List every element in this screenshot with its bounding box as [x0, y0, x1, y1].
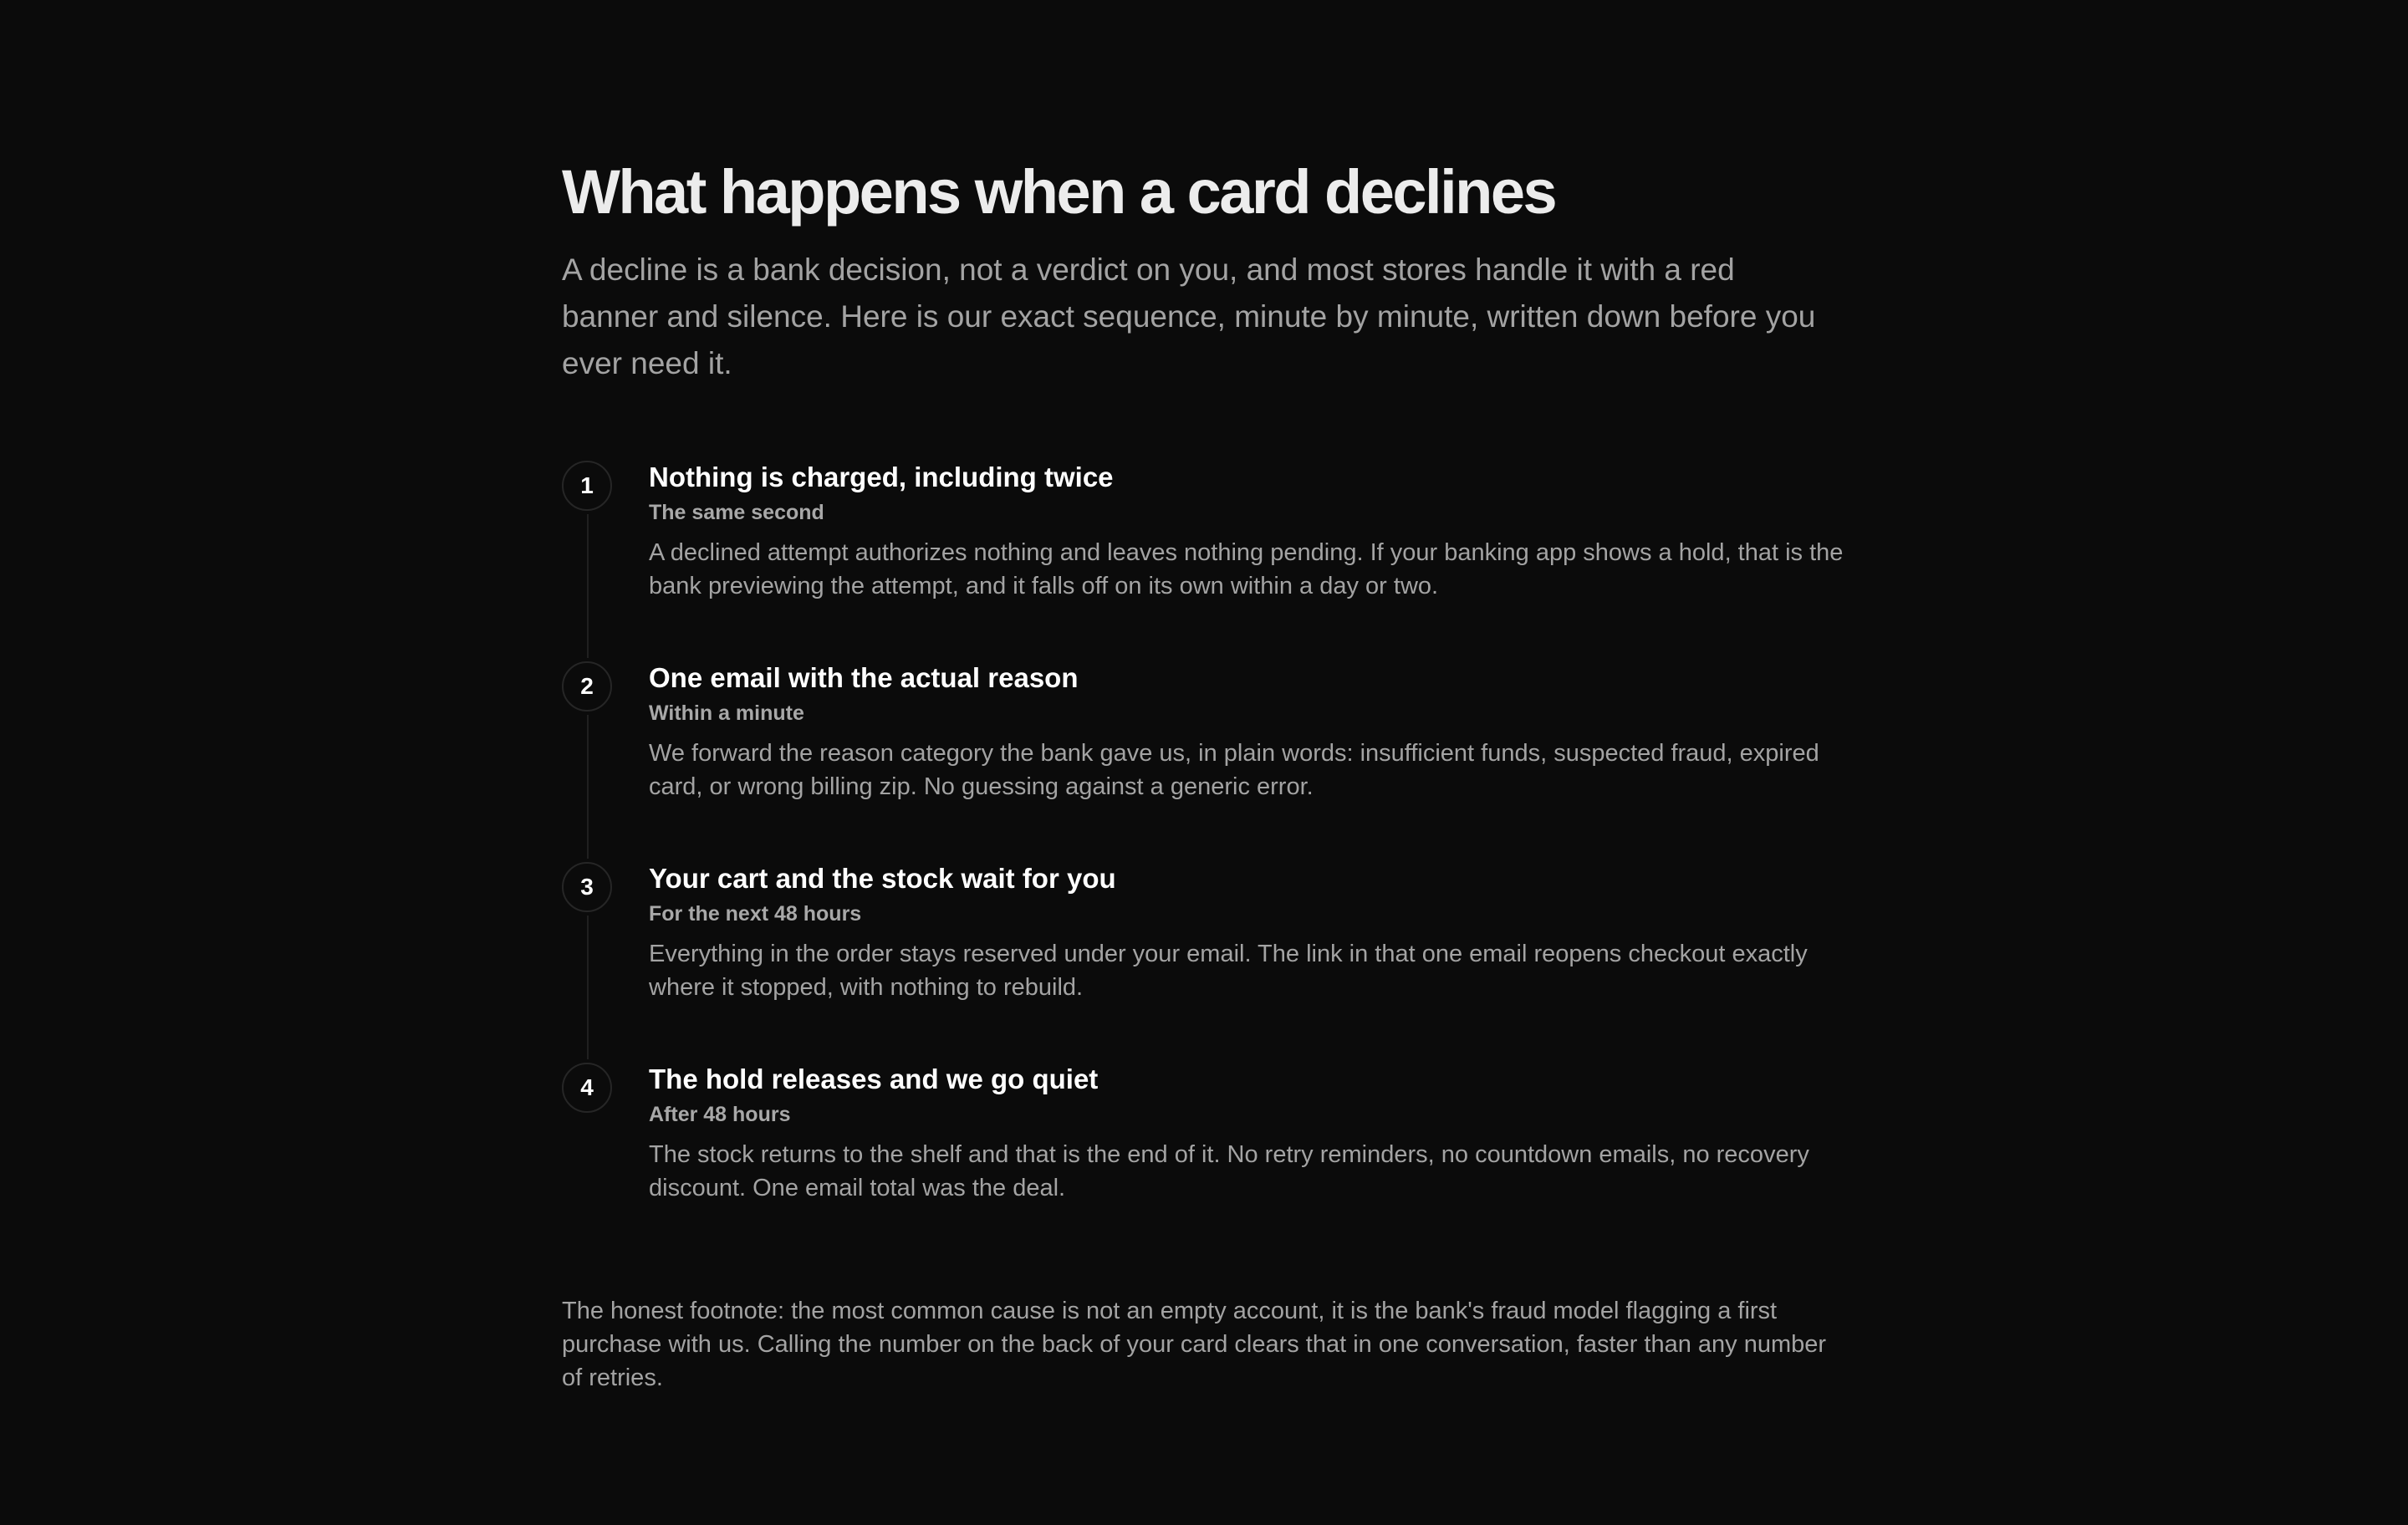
step-description: We forward the reason category the bank gave us, in plain words: insufficient funds, suspected fraud, expired card, or wrong billing zip. No guessing against a generic error. — [649, 740, 1819, 800]
timeline-step-4 — [562, 1063, 1849, 1242]
step-number-badge: 3 — [562, 862, 612, 912]
step-timing: Within a minute — [649, 701, 804, 725]
timeline-connector — [587, 916, 589, 1059]
timeline-step-3 — [562, 862, 1849, 1063]
step-content — [649, 461, 1853, 603]
footnote: The honest footnote: the most common cause is not an empty account, it is the bank's fraud model flagging a first purchase with us. Calling the number on the back of your card clears that in one conversation, faster than any number of retries. — [562, 1298, 1827, 1391]
page-title: What happens when a card declines — [562, 157, 1556, 227]
intro-paragraph: A decline is a bank decision, not a verdict on you, and most stores handle it with a red banner and silence. Here is our exact sequence, minute by minute, written down before you ever need it. — [562, 252, 1816, 380]
timeline-step-1 — [562, 461, 1849, 661]
step-heading: One email with the actual reason — [649, 662, 1079, 693]
step-content — [649, 661, 1853, 803]
timeline-step-2 — [562, 661, 1849, 862]
step-content — [649, 1063, 1853, 1205]
step-description: The stock returns to the shelf and that is the end of it. No retry reminders, no countdown emails, no recovery discount. One email total was the deal. — [649, 1141, 1809, 1201]
step-description: A declined attempt authorizes nothing and leaves nothing pending. If your banking app shows a hold, that is the bank previewing the attempt, and it falls off on its own within a day or two. — [649, 539, 1844, 599]
step-timing: The same second — [649, 501, 824, 524]
decline-explainer — [562, 155, 1849, 1395]
step-description: Everything in the order stays reserved under your email. The link in that one email reopens checkout exactly where it stopped, with nothing to rebuild. — [649, 941, 1808, 1001]
step-heading: Nothing is charged, including twice — [649, 462, 1114, 492]
step-heading: Your cart and the stock wait for you — [649, 863, 1116, 894]
step-number-badge: 4 — [562, 1063, 612, 1113]
timeline-connector — [587, 715, 589, 859]
step-number-badge: 1 — [562, 461, 612, 511]
step-heading: The hold releases and we go quiet — [649, 1063, 1099, 1094]
step-timing: After 48 hours — [649, 1103, 791, 1126]
timeline-connector — [587, 514, 589, 658]
timeline — [562, 461, 1849, 1242]
step-timing: For the next 48 hours — [649, 902, 862, 926]
step-number-badge: 2 — [562, 661, 612, 711]
step-content — [649, 862, 1853, 1004]
